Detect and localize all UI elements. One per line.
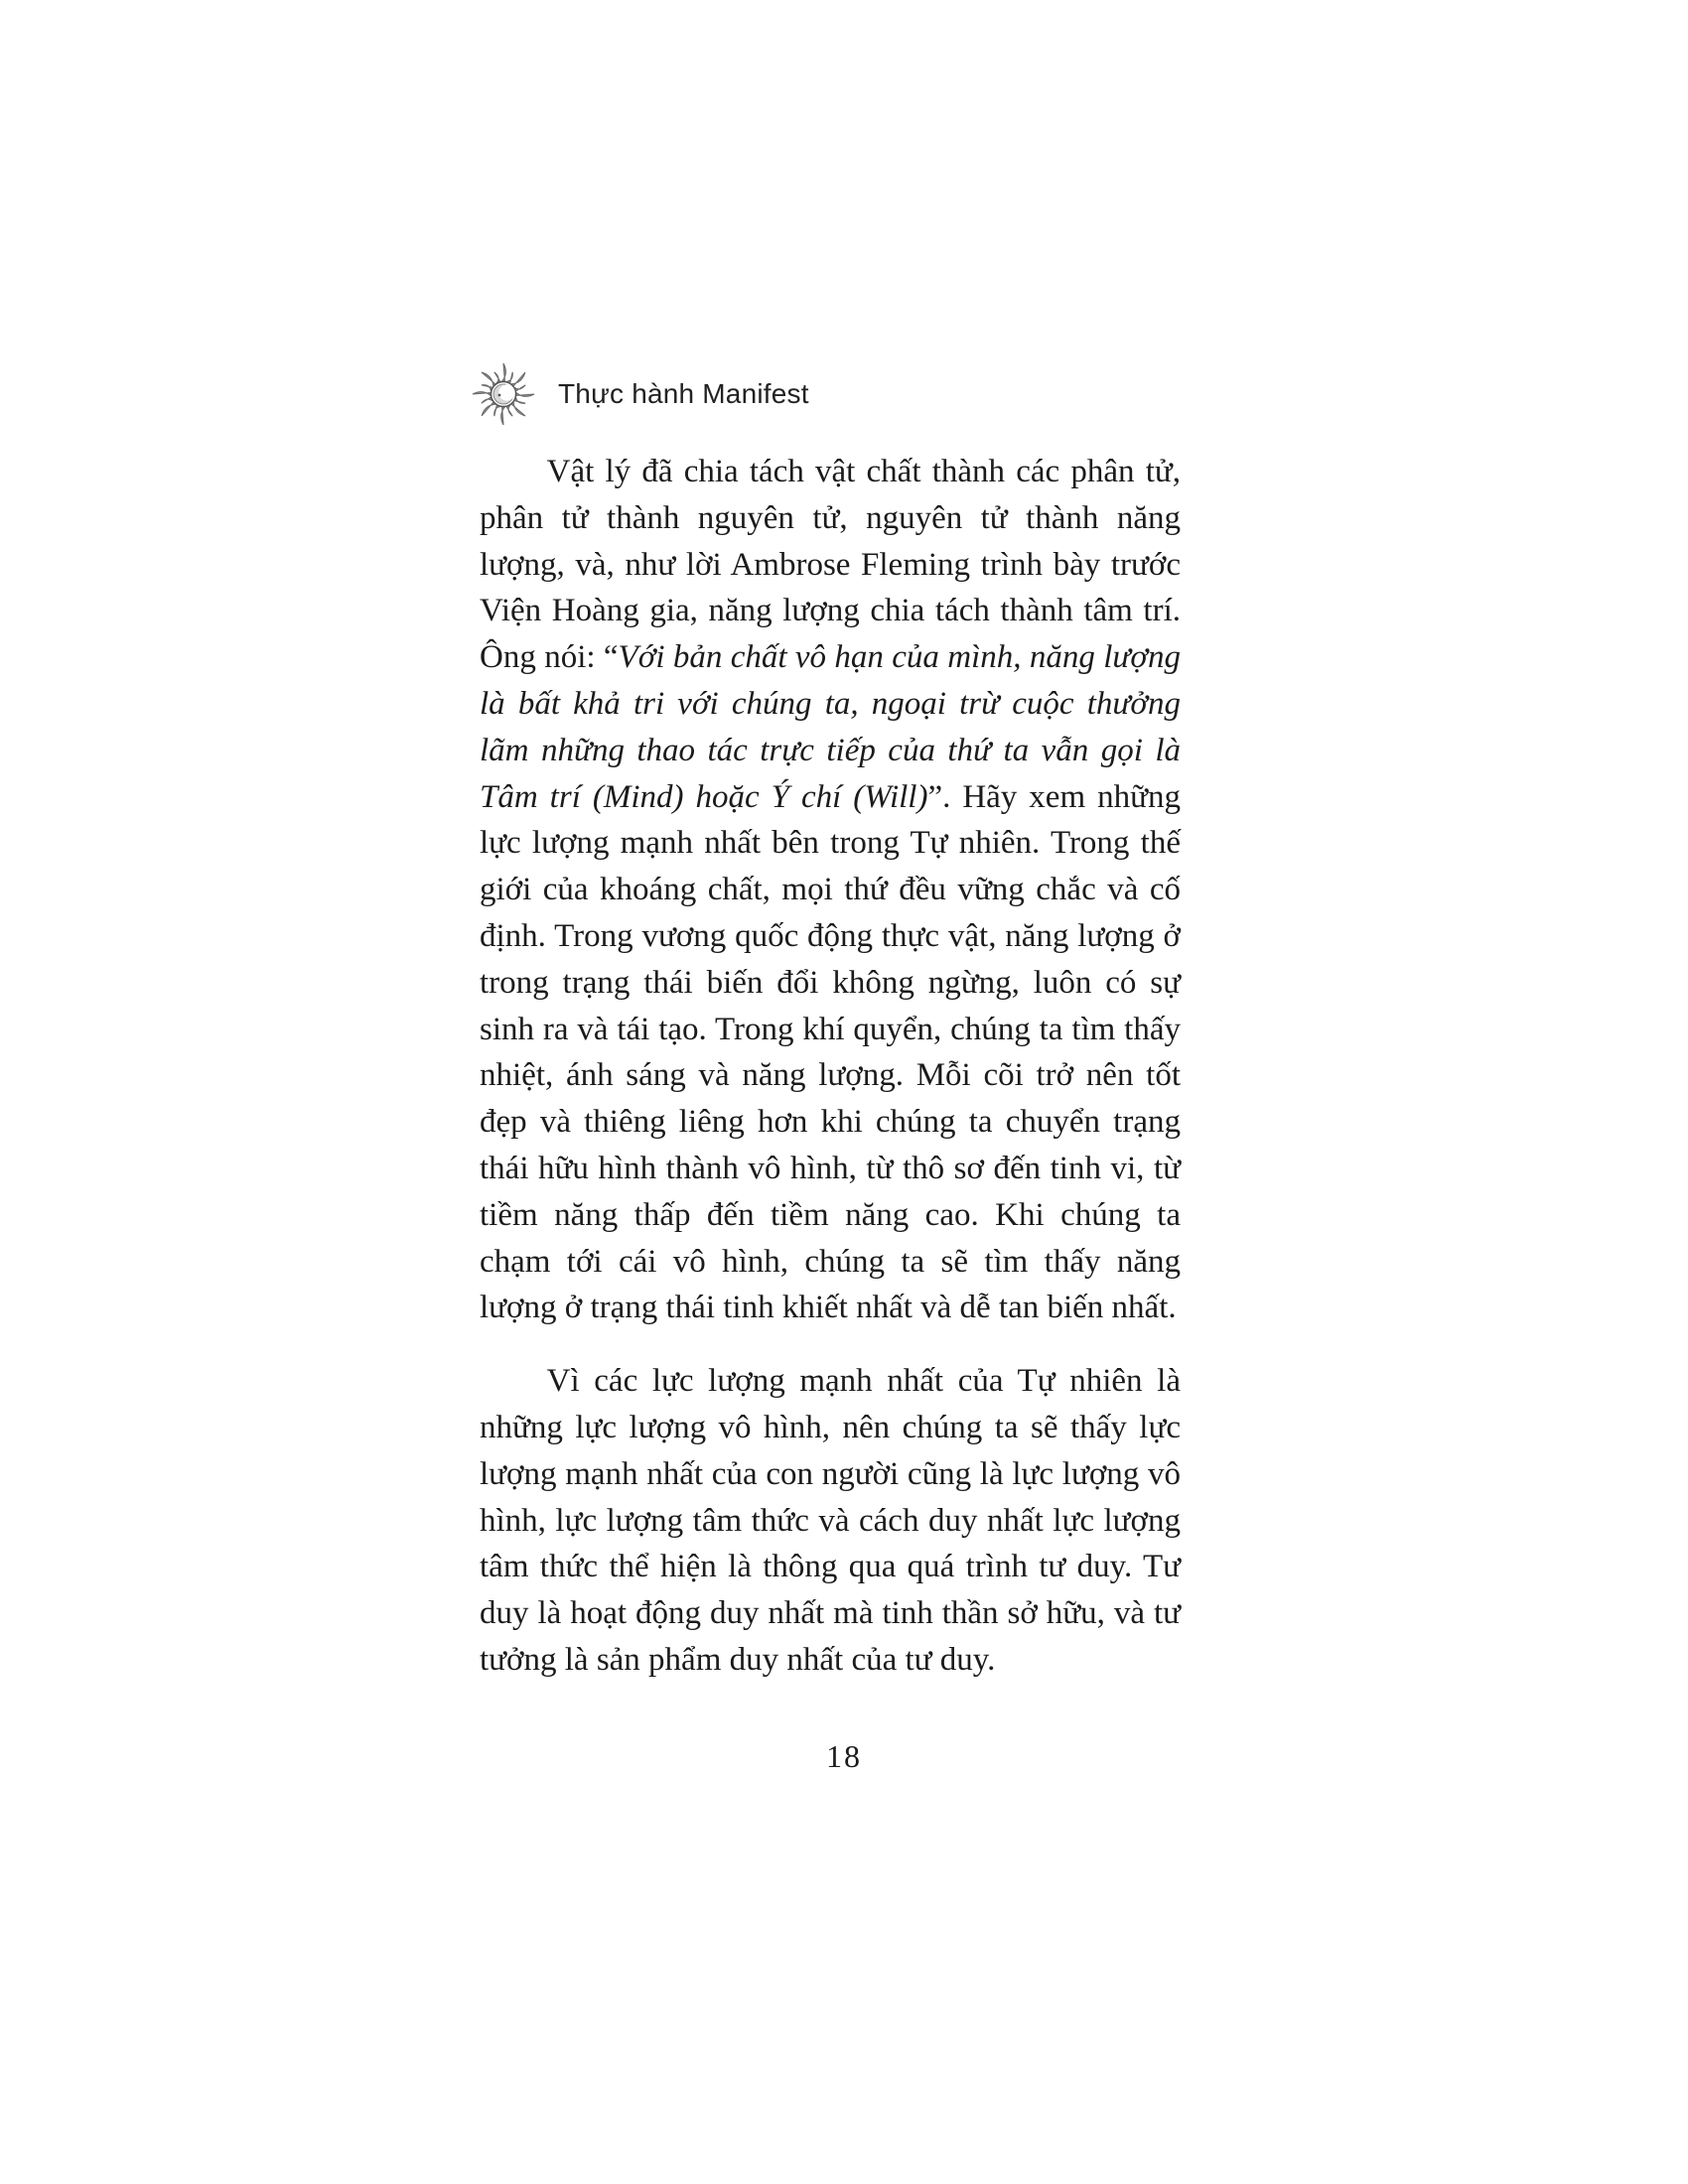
sun-ray [482,397,492,403]
running-header-title: Thực hành Manifest [558,378,809,409]
paragraph-1-tail: ”. Hãy xem những lực lượng mạnh nhất bên trong Tự nhiên. Trong thế giới của khoáng chất, mọi thứ đều vững chắc và cố định. Trong vương quốc động thực vật, năng lượng ở trong trạng thái biến đổi không ngừng, luôn có sự sinh ra và tái tạo. Trong khí quyển, chúng ta tìm thấy nhiệt, ánh sáng và năng lượng. Mỗi cõi trở nên tốt đẹp và thiêng liêng hơn khi chúng ta chuyển trạng thái hữu hình thành vô hình, từ thô sơ đến tinh vi, từ tiềm năng thấp đến tiềm năng cao. Khi chúng ta chạm tới cái vô hình, chúng ta sẽ tìm thấy năng lượng ở trạng thái tinh khiết nhất và dễ tan biến nhất. [480,778,1181,1326]
sun-ray [494,372,500,383]
sun-ray [473,392,491,396]
sun-ray [511,372,525,386]
running-header [471,359,809,429]
paragraph-1 [480,449,1181,1331]
paragraph-1-lead: Vật lý đã chia tách vật chất thành các phân tử, phân tử thành nguyên tử, nguyên tử thành năng lượng, và, như lời Ambrose Fleming trình bày trước Viện Hoàng gia, năng lượng chia tách thành tâm trí. Ông nói: “ [480,454,1181,676]
sun-ray [482,385,492,391]
page-number: 18 [826,1738,862,1774]
sun-ray [511,402,525,416]
sun-ray [514,397,525,403]
sun-ray [482,402,495,416]
sun-ray [501,407,505,425]
body-text [480,449,1181,1684]
sun-ray [514,385,525,391]
sun-ray [516,393,534,397]
sun-moon-icon [471,361,536,427]
paragraph-2: Vì các lực lượng mạnh nhất của Tự nhiên là những lực lượng vô hình, nên chúng ta sẽ thấy lực lượng mạnh nhất của con người cũng là lực lượng vô hình, lực lượng tâm thức và cách duy nhất lực lượng tâm thức thể hiện là thông qua quá trình tư duy. Tư duy là hoạt động duy nhất mà tinh thần sở hữu, và tư tưởng là sản phẩm duy nhất của tư duy. [480,1363,1181,1678]
sun-ray [506,372,512,383]
sun-ray [506,405,512,416]
fleming-quote: Với bản chất vô hạn của mình, năng lượng là bất khả tri với chúng ta, ngoại trừ cuộc thưởng lãm những thao tác trực tiếp của thứ ta vẫn gọi là Tâm trí (Mind) hoặc Ý chí (Will) [480,639,1181,815]
sun-ray [502,363,506,381]
sun-ray [494,405,500,416]
sun-ray [482,372,495,386]
